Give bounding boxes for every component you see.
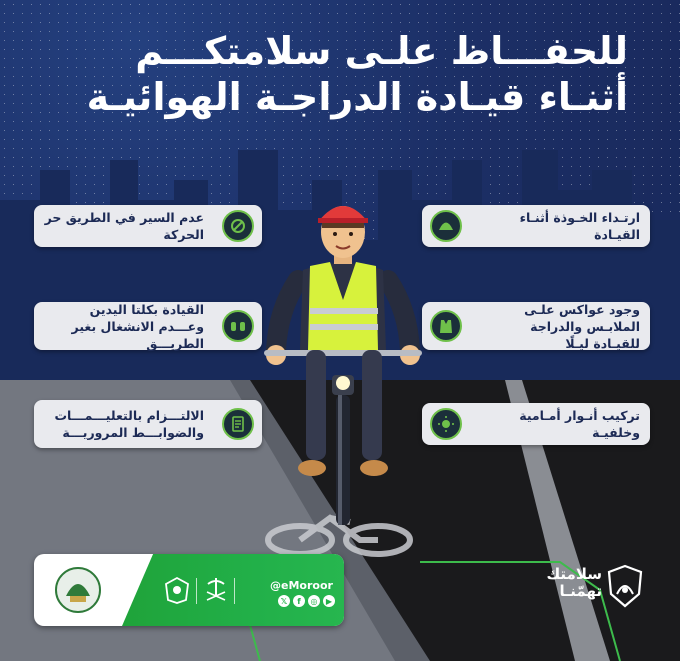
divider	[196, 578, 197, 604]
traffic-police-emblem-icon	[54, 566, 102, 614]
palm-swords-emblem-icon	[204, 576, 228, 604]
social-handle[interactable]: @eMoroor	[270, 579, 333, 592]
prohibited-icon	[222, 210, 254, 242]
page-title	[48, 28, 628, 120]
tip-text: القيادة بكلتا اليدين وعـــدم الانشغال بغير الطريـــق	[71, 301, 204, 351]
youtube-icon[interactable]: ▶	[323, 595, 335, 607]
tip-text: ارتـداء الخـوذة أثنـاء القيـادة	[519, 210, 640, 242]
helmet-icon	[430, 210, 462, 242]
social-icons	[278, 595, 335, 607]
x-icon[interactable]: 𝕏	[278, 595, 290, 607]
document-icon	[222, 408, 254, 440]
tip-card-reflectors	[422, 302, 650, 350]
light-icon	[430, 408, 462, 440]
hands-icon	[222, 310, 254, 342]
cyclist-illustration	[258, 200, 428, 540]
tip-text: عدم السير في الطريق حر الحركة	[44, 210, 204, 242]
tip-text: الالتـــزام بالتعليـــمـــات والضوابـــط المروريـــة	[54, 408, 204, 440]
title-line-2: أثنـاء قيـادة الدراجـة الهوائيـة	[86, 75, 628, 119]
tip-card-rules	[34, 400, 262, 448]
tip-text: تركيب أنـوار أمـامية وخلفيـة	[519, 408, 640, 440]
brand-line-1: سلامتك	[546, 565, 602, 583]
tip-card-lights	[422, 403, 650, 445]
tip-text: وجود عواكس علـى الملابـس والدراجة للقيـادة ليـلًا	[524, 301, 640, 351]
shield-logo-icon	[606, 564, 644, 608]
instagram-icon[interactable]: ◎	[308, 595, 320, 607]
tip-card-helmet	[422, 205, 650, 247]
brand-line-2: تهمّنـا	[559, 582, 602, 600]
title-line-1: للحفـــاظ علـى سلامتكـــم	[135, 29, 628, 73]
divider	[234, 578, 235, 604]
campaign-brand	[524, 566, 602, 600]
reflective-vest-icon	[430, 310, 462, 342]
tip-card-both-hands	[34, 302, 262, 350]
facebook-icon[interactable]: f	[293, 595, 305, 607]
ministry-emblem-icon	[164, 576, 190, 604]
tip-card-no-road	[34, 205, 262, 247]
